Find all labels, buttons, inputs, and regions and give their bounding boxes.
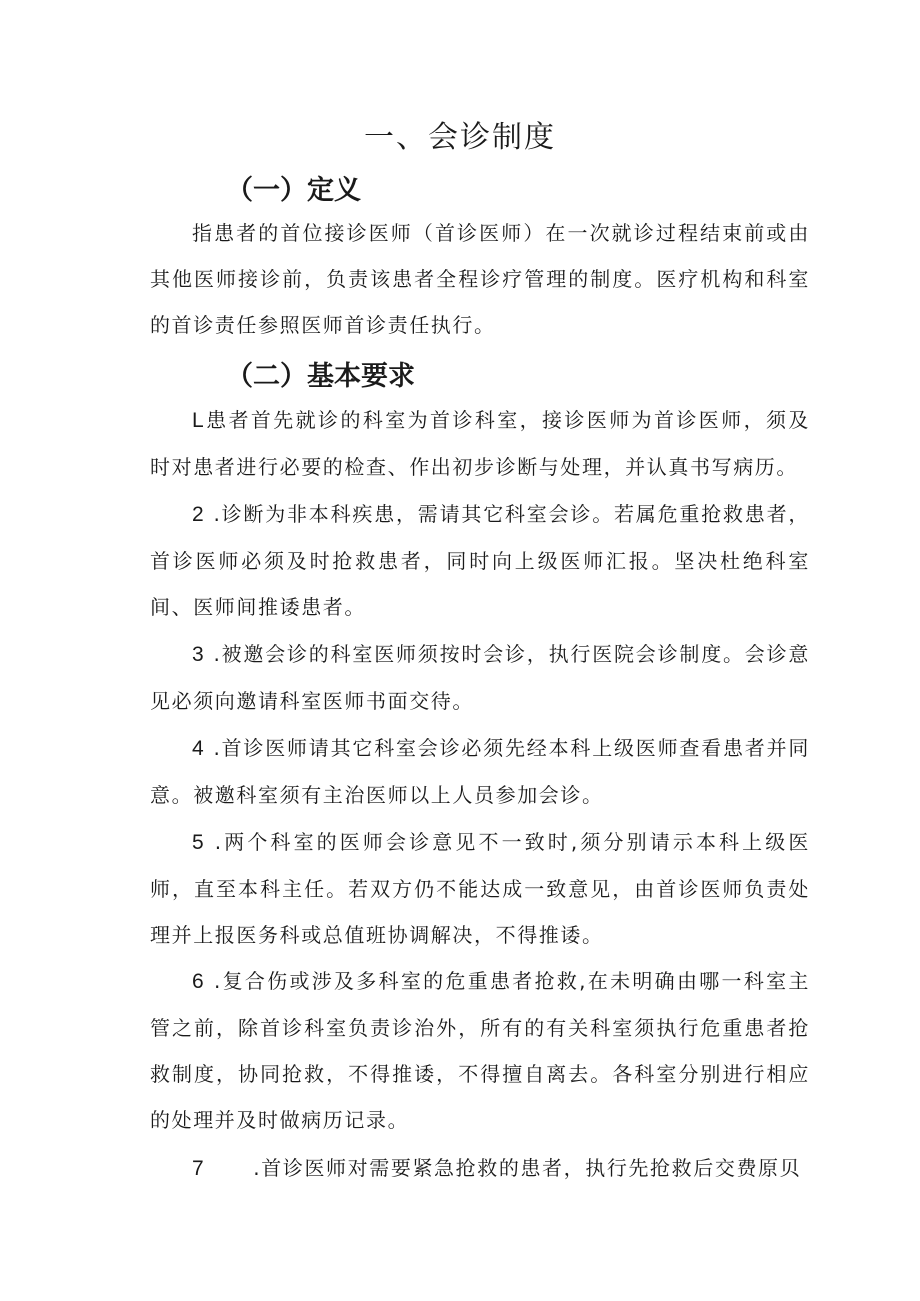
item-text: .首诊医师请其它科室会诊必须先经本科上级医师查看患者并同意。被邀科室须有主治医师以上人员参加会诊。 <box>150 736 810 807</box>
item-text: .复合伤或涉及多科室的危重患者抢救,在未明确由哪一科室主管之前，除首诊科室负责诊治外，所有的有关科室须执行危重患者抢救制度，协同抢救，不得推诿，不得擅自离去。各科室分别进行相应的处理并及时做病历记录。 <box>150 969 810 1132</box>
item-text: .两个科室的医师会诊意见不一致时,须分别请示本科上级医师，直至本科主任。若双方仍不能达成一致意见，由首诊医师负责处理并上报医务科或总值班协调解决，不得推诿。 <box>150 830 810 947</box>
item-number: 2 <box>192 503 206 526</box>
requirement-item-2 <box>150 491 810 630</box>
requirement-item-1 <box>150 397 810 490</box>
item-number: 5 <box>192 831 206 854</box>
item-number: 6 <box>192 970 206 993</box>
requirement-item-5 <box>150 819 810 958</box>
item-text: .诊断为非本科疾患，需请其它科室会诊。若属危重抢救患者，首诊医师必须及时抢救患者，同时向上级医师汇报。坚决杜绝科室间、医师间推诿患者。 <box>150 502 810 619</box>
section-heading-requirements: （二）基本要求 <box>226 361 415 392</box>
item-text: 患者首先就诊的科室为首诊科室，接诊医师为首诊医师，须及时对患者进行必要的检查、作出初步诊断与处理，并认真书写病历。 <box>150 408 810 479</box>
item-number: L <box>192 409 206 432</box>
item-number: 4 <box>192 737 206 760</box>
definition-paragraph: 指患者的首位接诊医师（首诊医师）在一次就诊过程结束前或由其他医师接诊前，负责该患者全程诊疗管理的制度。医疗机构和科室的首诊责任参照医师首诊责任执行。 <box>150 221 810 337</box>
section-heading-definition: （一）定义 <box>226 175 361 206</box>
requirement-item-7 <box>150 1145 810 1192</box>
page-title: 一、会诊制度 <box>364 120 556 155</box>
item-number: 3 <box>192 643 206 666</box>
item-text: .被邀会诊的科室医师须按时会诊，执行医院会诊制度。会诊意见必须向邀请科室医师书面交待。 <box>150 642 810 713</box>
item-number: 7 <box>192 1157 206 1180</box>
requirement-item-4 <box>150 725 810 818</box>
item-text: .首诊医师对需要紧急抢救的患者，执行先抢救后交费原贝 <box>253 1156 802 1180</box>
requirement-item-3 <box>150 631 810 724</box>
requirement-item-6 <box>150 958 810 1143</box>
